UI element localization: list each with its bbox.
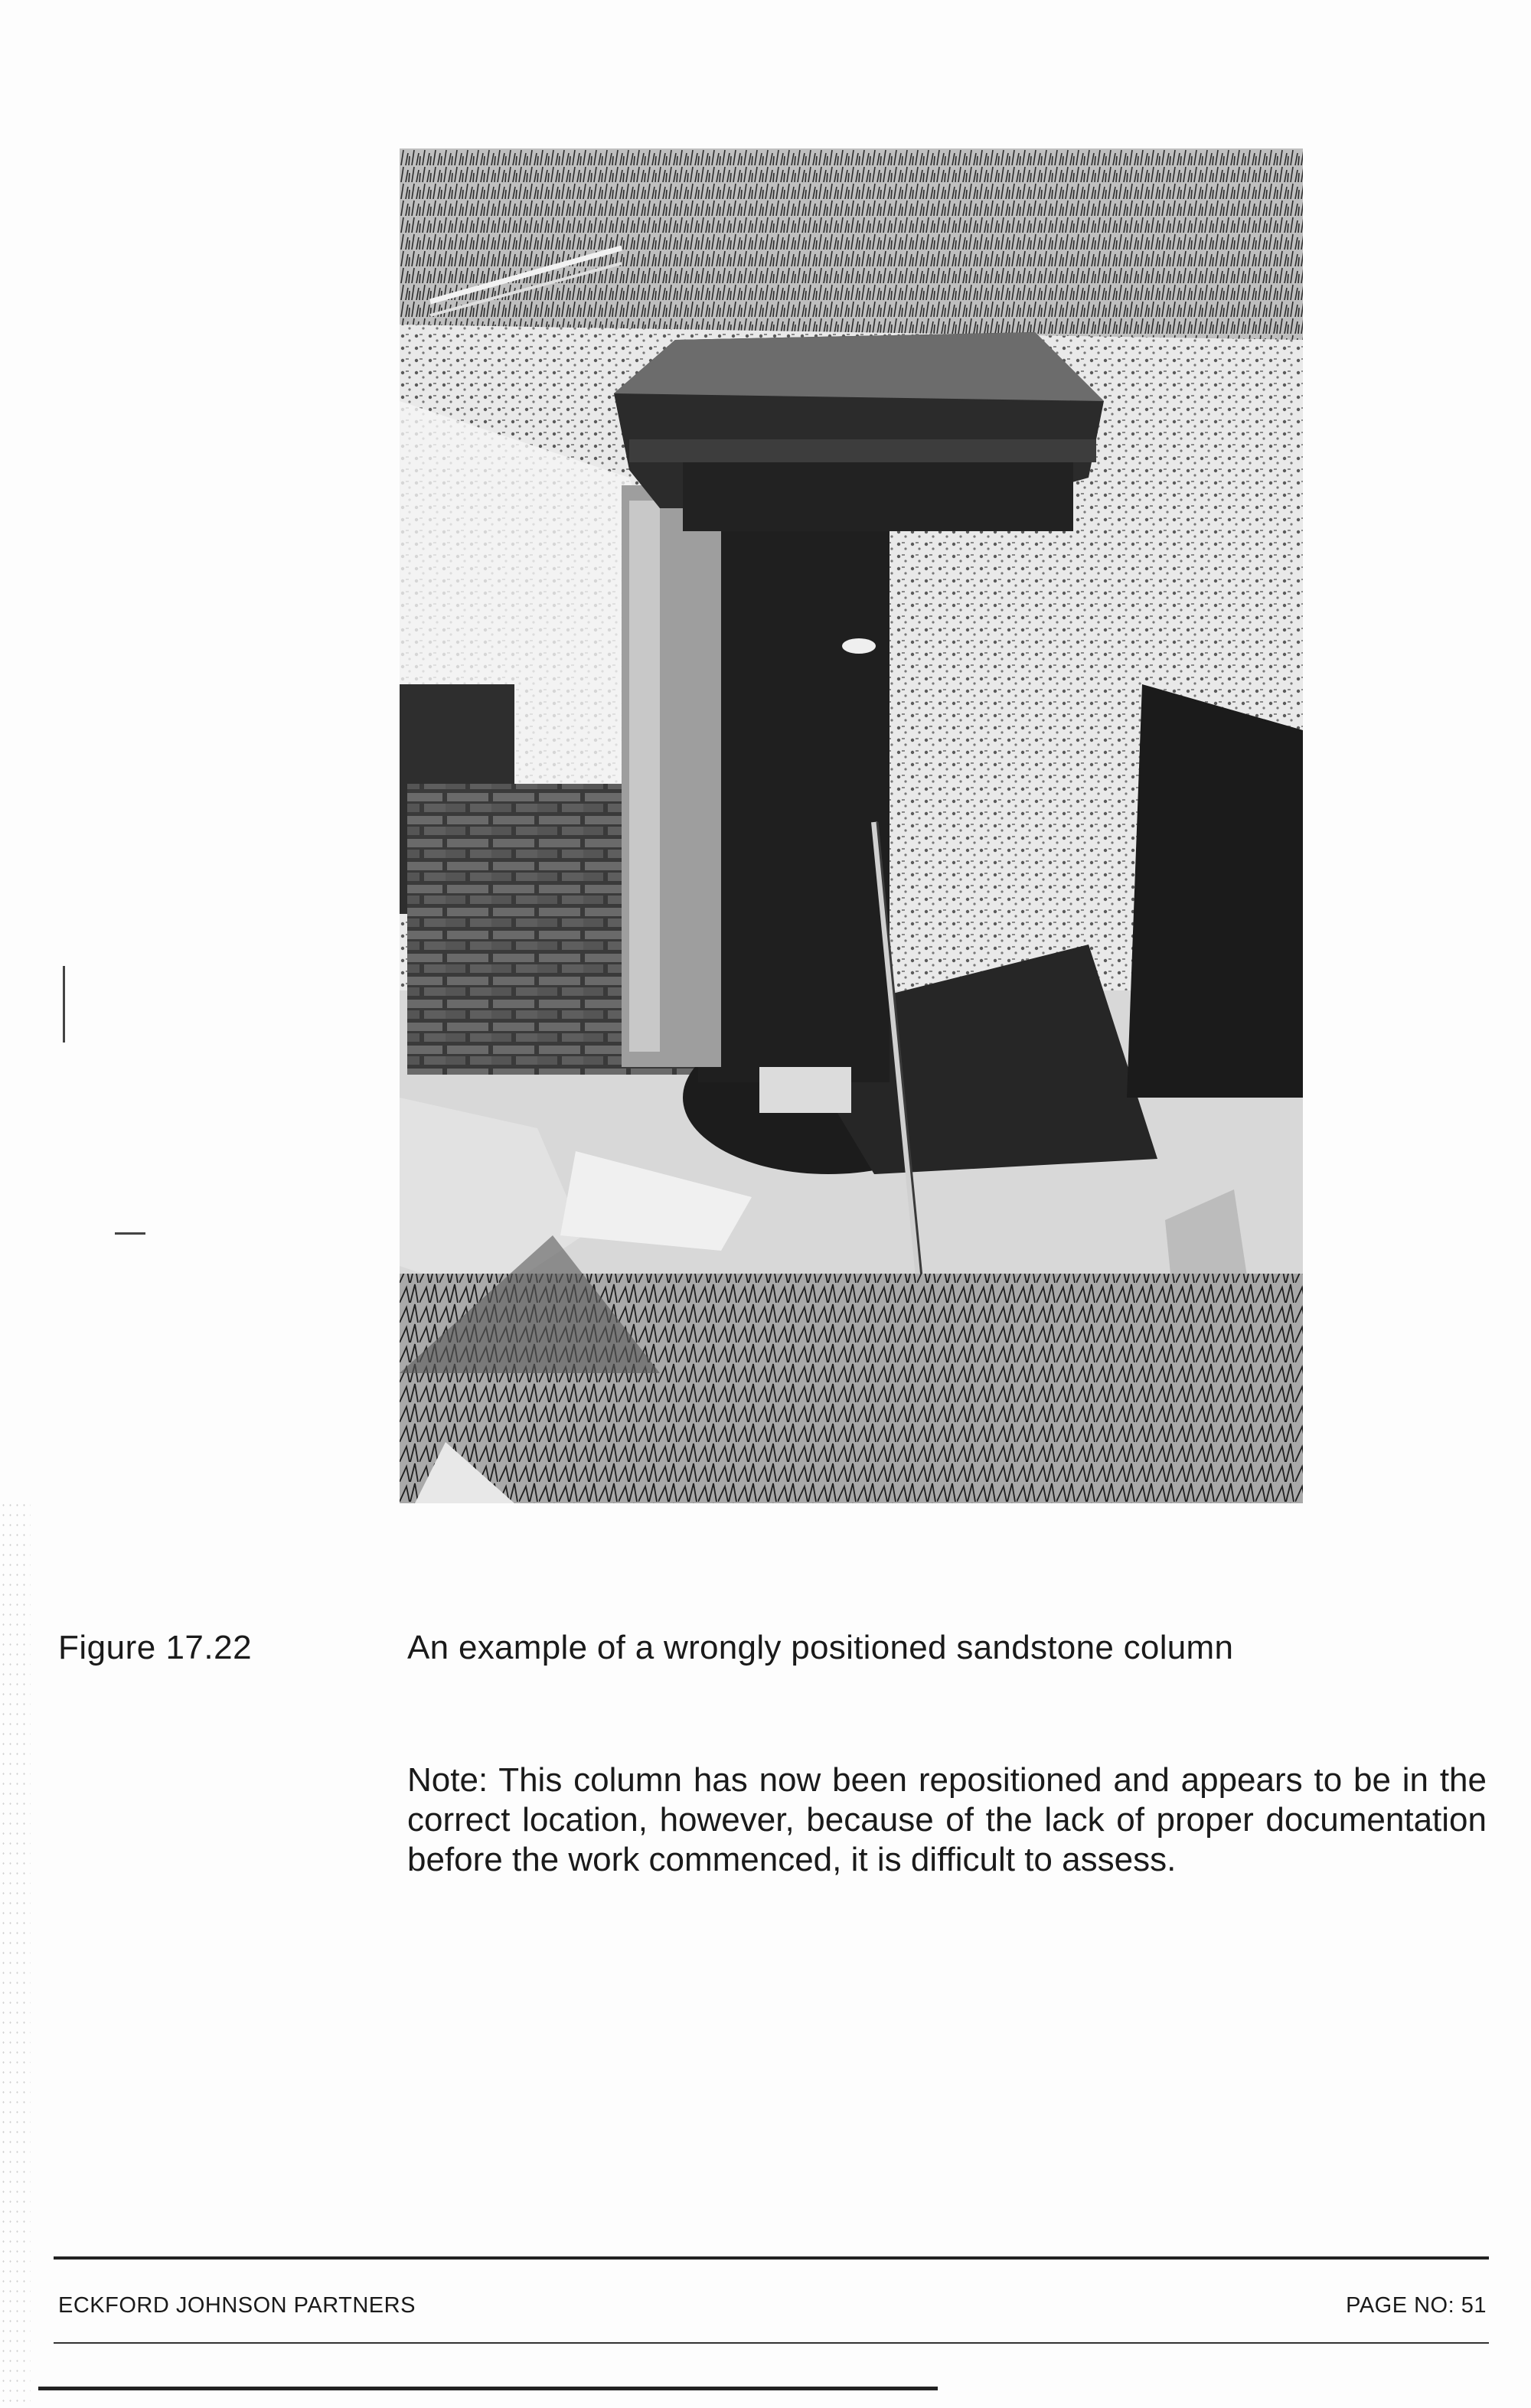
footer-company: ECKFORD JOHNSON PARTNERS: [58, 2293, 416, 2318]
figure-label: Figure 17.22: [58, 1629, 253, 1666]
figure-note: Note: This column has now been repositioned and appears to be in the correct location, however, because of the lack of proper documentation before the work commenced, it is difficult to assess.: [407, 1761, 1487, 1878]
column-photo: [400, 148, 1303, 1503]
footer-rule-top: [54, 2256, 1489, 2260]
scan-mark: [63, 966, 65, 1042]
footer-rule-bottom: [54, 2342, 1489, 2344]
scan-edge-artifact: [0, 1500, 31, 2408]
scan-bottom-rule: [38, 2387, 938, 2390]
photo-illustration: [400, 148, 1303, 1503]
figure-caption: An example of a wrongly positioned sandstone column: [407, 1629, 1234, 1666]
footer-page-number: PAGE NO: 51: [1346, 2293, 1487, 2318]
scan-mark: [115, 1232, 145, 1235]
